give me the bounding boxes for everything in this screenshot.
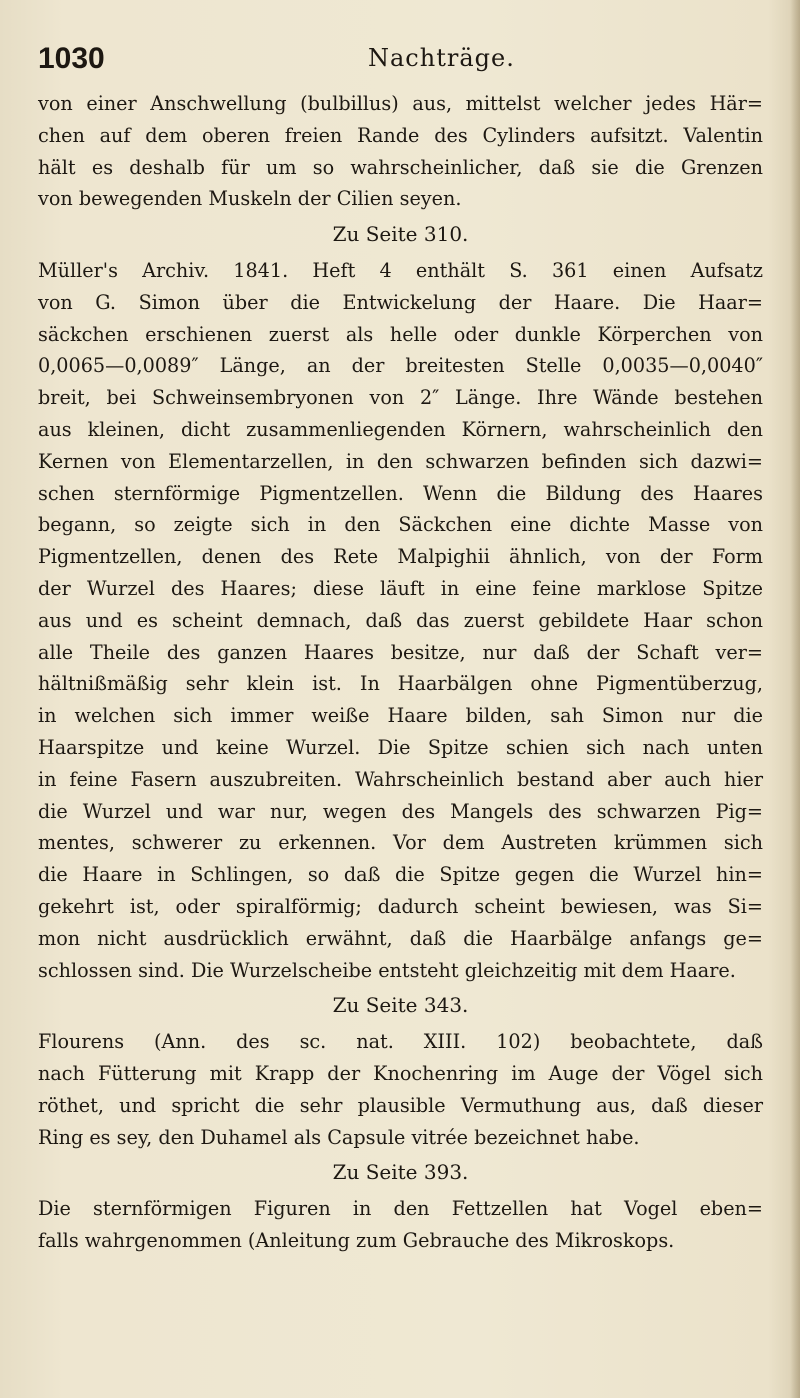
text-line: Haarspitze und keine Wurzel. Die Spitze schien sich nach unten xyxy=(38,735,763,759)
section-heading: Zu Seite 393. xyxy=(332,1160,469,1185)
text-line: schlossen sind. Die Wurzelscheibe entsteht gleichzeitig mit dem Haare. xyxy=(38,958,736,982)
page-header xyxy=(38,42,778,82)
text-line: hältnißmäßig sehr klein ist. In Haarbälgen ohne Pigmentüberzug, xyxy=(38,672,763,696)
text-line: säckchen erschienen zuerst als helle oder dunkle Körperchen von xyxy=(38,322,763,346)
text-line: Müller's Archiv. 1841. Heft 4 enthält S. 361 einen Aufsatz xyxy=(38,258,763,282)
text-line: mon nicht ausdrücklich erwähnt, daß die Haarbälge anfangs ge= xyxy=(38,926,763,950)
text-line: begann, so zeigte sich in den Säckchen eine dichte Masse von xyxy=(38,513,763,537)
page-body xyxy=(38,88,763,1257)
text-line: Flourens (Ann. des sc. nat. XIII. 102) beobachtete, daß xyxy=(38,1030,763,1054)
text-line: hält es deshalb für um so wahrscheinlicher, daß sie die Grenzen xyxy=(38,155,763,179)
text-line: falls wahrgenommen (Anleitung zum Gebrauche des Mikroskops. xyxy=(38,1228,675,1252)
text-line: der Wurzel des Haares; diese läuft in eine feine marklose Spitze xyxy=(38,576,763,600)
text-line: röthet, und spricht die sehr plausible Vermuthung aus, daß dieser xyxy=(38,1093,763,1117)
text-line: von bewegenden Muskeln der Cilien seyen. xyxy=(38,187,462,211)
page-number: 1030 xyxy=(38,42,105,75)
text-line: 0,0065—0,0089″ Länge, an der breitesten Stelle 0,0035—0,0040″ xyxy=(38,354,763,378)
paragraph xyxy=(38,88,763,215)
text-line: Die sternförmigen Figuren in den Fettzellen hat Vogel eben= xyxy=(38,1197,763,1221)
page-edge-shadow xyxy=(790,0,800,1398)
text-line: chen auf dem oberen freien Rande des Cylinders aufsitzt. Valentin xyxy=(38,123,763,147)
text-line: von G. Simon über die Entwickelung der Haare. Die Haar= xyxy=(38,290,763,314)
text-line: gekehrt ist, oder spiralförmig; dadurch scheint bewiesen, was Si= xyxy=(38,894,763,918)
section-heading: Zu Seite 310. xyxy=(332,222,469,247)
text-line: mentes, schwerer zu erkennen. Vor dem Austreten krümmen sich xyxy=(38,831,763,855)
text-line: von einer Anschwellung (bulbillus) aus, mittelst welcher jedes Här= xyxy=(38,92,763,115)
text-line: aus kleinen, dicht zusammenliegenden Körnern, wahrscheinlich den xyxy=(38,417,763,441)
text-line: in welchen sich immer weiße Haare bilden, sah Simon nur die xyxy=(38,704,763,728)
text-line: breit, bei Schweinsembryonen von 2″ Länge. Ihre Wände bestehen xyxy=(38,386,763,410)
running-head: Nachträge. xyxy=(368,44,515,72)
section-heading: Zu Seite 343. xyxy=(332,993,469,1018)
paragraph xyxy=(38,1026,763,1153)
text-line: in feine Fasern auszubreiten. Wahrscheinlich bestand aber auch hier xyxy=(38,767,763,791)
text-line: aus und es scheint demnach, daß das zuerst gebildete Haar schon xyxy=(38,608,763,632)
text-line: schen sternförmige Pigmentzellen. Wenn die Bildung des Haares xyxy=(38,481,763,505)
text-line: Ring es sey, den Duhamel als Capsule vitrée bezeichnet habe. xyxy=(38,1125,640,1149)
text-line: alle Theile des ganzen Haares besitze, nur daß der Schaft ver= xyxy=(38,640,763,664)
text-line: Kernen von Elementarzellen, in den schwarzen befinden sich dazwi= xyxy=(38,449,763,473)
paragraph xyxy=(38,1193,763,1257)
text-line: die Haare in Schlingen, so daß die Spitze gegen die Wurzel hin= xyxy=(38,863,763,887)
paragraph xyxy=(38,255,763,986)
text-line: nach Fütterung mit Krapp der Knochenring im Auge der Vögel sich xyxy=(38,1061,763,1085)
text-line: die Wurzel und war nur, wegen des Mangels des schwarzen Pig= xyxy=(38,799,763,823)
text-line: Pigmentzellen, denen des Rete Malpighii ähnlich, von der Form xyxy=(38,545,763,569)
